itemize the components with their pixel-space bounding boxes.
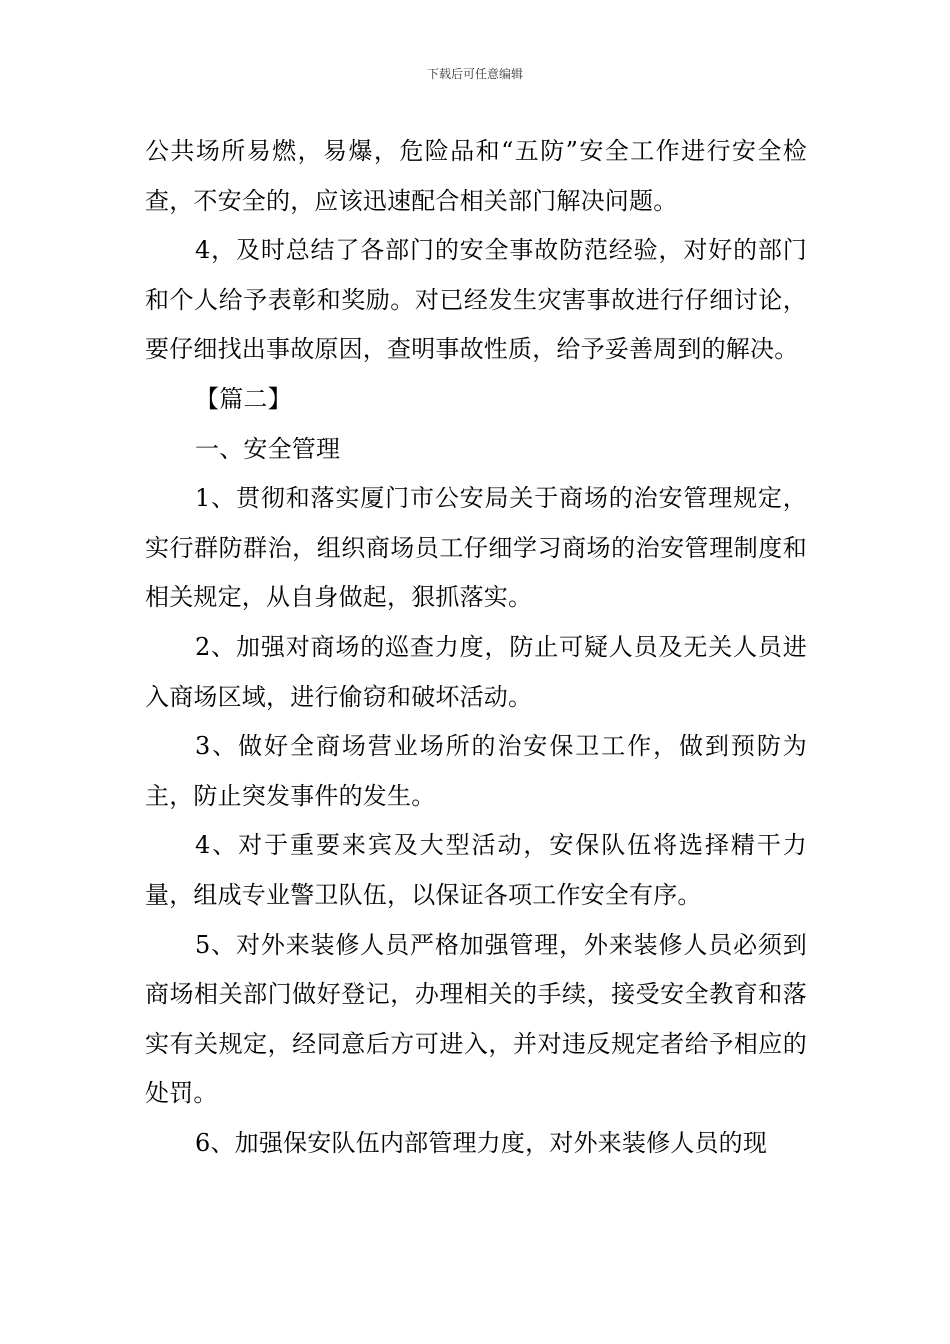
paragraph-item-6: 6、加强保安队伍内部管理力度，对外来装修人员的现 — [195, 1128, 768, 1157]
document-body — [145, 127, 807, 1168]
page-header-note: 下载后可任意编辑 — [426, 67, 523, 81]
paragraph-item-2: 2、加强对商场的巡查力度，防止可疑人员及无关人员进入商场区域，进行偷窃和破坏活动。 — [145, 632, 807, 711]
paragraph-item-4b: 4、对于重要来宾及大型活动，安保队伍将选择精干力量，组成专业警卫队伍，以保证各项工作安全有序。 — [145, 831, 807, 909]
subsection-heading-safety-management: 一、安全管理 — [195, 434, 341, 463]
section-heading-part-two: 【篇二】 — [195, 384, 292, 413]
paragraph-item-1: 1、贯彻和落实厦门市公安局关于商场的治安管理规定，实行群防群治，组织商场员工仔细学习商场的治安管理制度和相关规定，从自身做起，狠抓落实。 — [145, 484, 807, 612]
paragraph-item-5: 5、对外来装修人员严格加强管理，外来装修人员必须到商场相关部门做好登记，办理相关的手续，接受安全教育和落实有关规定，经同意后方可进入，并对违反规定者给予相应的处罚。 — [145, 930, 807, 1108]
paragraph-item-4: 4，及时总结了各部门的安全事故防范经验，对好的部门和个人给予表彰和奖励。对已经发生灾害事故进行仔细讨论，要仔细找出事故原因，查明事故性质，给予妥善周到的解决。 — [145, 236, 807, 364]
paragraph-item-3: 3、做好全商场营业场所的治安保卫工作，做到预防为主，防止突发事件的发生。 — [145, 732, 807, 810]
paragraph-continuation: 公共场所易燃，易爆，危险品和“五防”安全工作进行安全检查，不安全的，应该迅速配合相关部门解决问题。 — [145, 137, 807, 215]
